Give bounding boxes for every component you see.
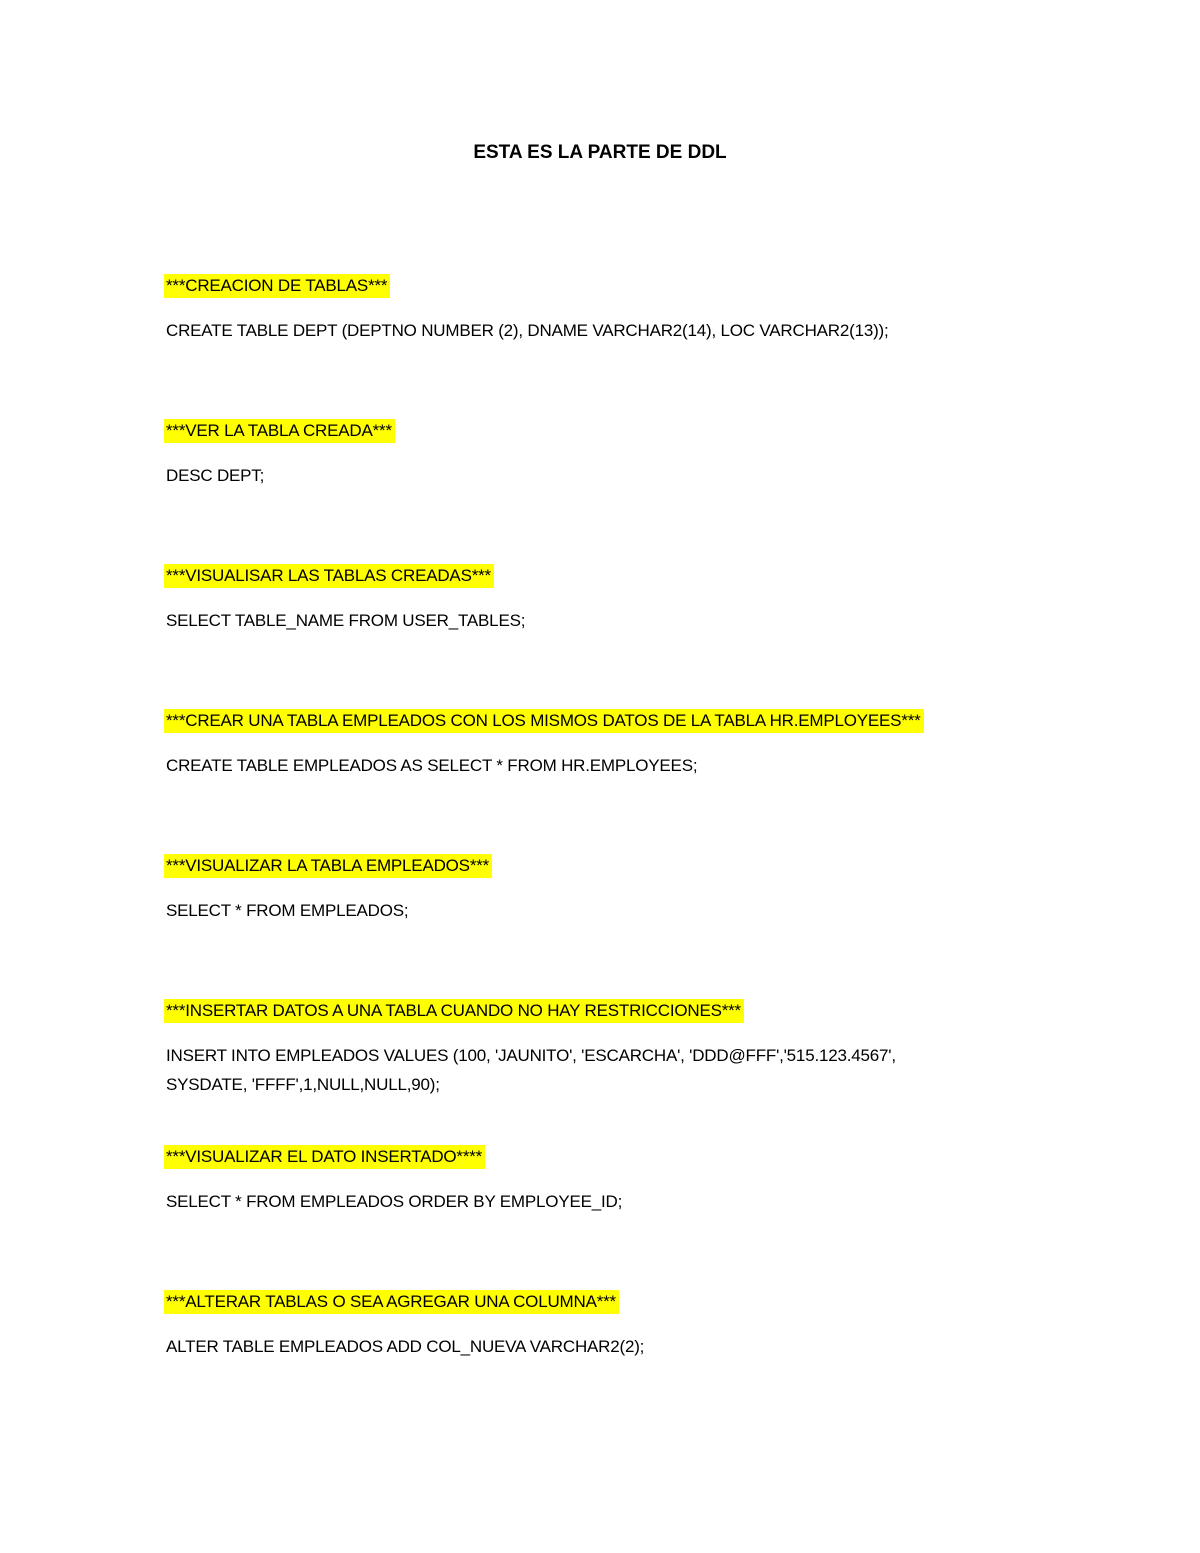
section-heading: ***CREACION DE TABLAS*** [164, 274, 390, 298]
section-heading: ***ALTERAR TABLAS O SEA AGREGAR UNA COLUMNA*** [164, 1290, 619, 1314]
sql-code-block [166, 606, 1026, 635]
section-heading: ***VER LA TABLA CREADA*** [164, 419, 395, 443]
sql-code-block [166, 1187, 1026, 1216]
sql-code-block [166, 461, 1026, 490]
section-list-tables [166, 564, 1026, 635]
section-heading: ***VISUALIZAR LA TABLA EMPLEADOS*** [164, 854, 492, 878]
sql-code-line: DESC DEPT; [166, 466, 265, 485]
section-insert-data [166, 999, 1026, 1099]
sql-code-line: INSERT INTO EMPLEADOS VALUES (100, 'JAUNITO', 'ESCARCHA', 'DDD@FFF','515.123.4567', [166, 1046, 896, 1065]
sql-code-line: CREATE TABLE EMPLEADOS AS SELECT * FROM HR.EMPLOYEES; [166, 756, 698, 775]
sql-code-block [166, 316, 1026, 345]
sql-code-line: CREATE TABLE DEPT (DEPTNO NUMBER (2), DNAME VARCHAR2(14), LOC VARCHAR2(13)); [166, 321, 889, 340]
sql-code-line: SELECT * FROM EMPLEADOS ORDER BY EMPLOYEE_ID; [166, 1192, 623, 1211]
section-alter-table [166, 1290, 1026, 1361]
sql-code-line: ALTER TABLE EMPLEADOS ADD COL_NUEVA VARCHAR2(2); [166, 1337, 645, 1356]
section-heading: ***INSERTAR DATOS A UNA TABLA CUANDO NO HAY RESTRICCIONES*** [164, 999, 744, 1023]
section-heading: ***CREAR UNA TABLA EMPLEADOS CON LOS MISMOS DATOS DE LA TABLA HR.EMPLOYEES*** [164, 709, 924, 733]
section-heading: ***VISUALIZAR EL DATO INSERTADO**** [164, 1145, 485, 1169]
sql-code-line: SELECT TABLE_NAME FROM USER_TABLES; [166, 611, 526, 630]
sql-code-block [166, 896, 1026, 925]
section-view-empleados [166, 854, 1026, 925]
sections-list [166, 274, 1026, 1435]
sql-code-line: SYSDATE, 'FFFF',1,NULL,NULL,90); [166, 1075, 440, 1094]
document-title: ESTA ES LA PARTE DE DDL [473, 142, 727, 163]
section-create-tables [166, 274, 1026, 345]
sql-code-line: SELECT * FROM EMPLEADOS; [166, 901, 409, 920]
sql-code-block [166, 751, 1026, 780]
sql-code-block [166, 1332, 1026, 1361]
section-heading: ***VISUALISAR LAS TABLAS CREADAS*** [164, 564, 494, 588]
section-view-table [166, 419, 1026, 490]
section-create-empleados [166, 709, 1026, 780]
section-view-inserted [166, 1145, 1026, 1216]
sql-code-block [166, 1041, 1026, 1099]
